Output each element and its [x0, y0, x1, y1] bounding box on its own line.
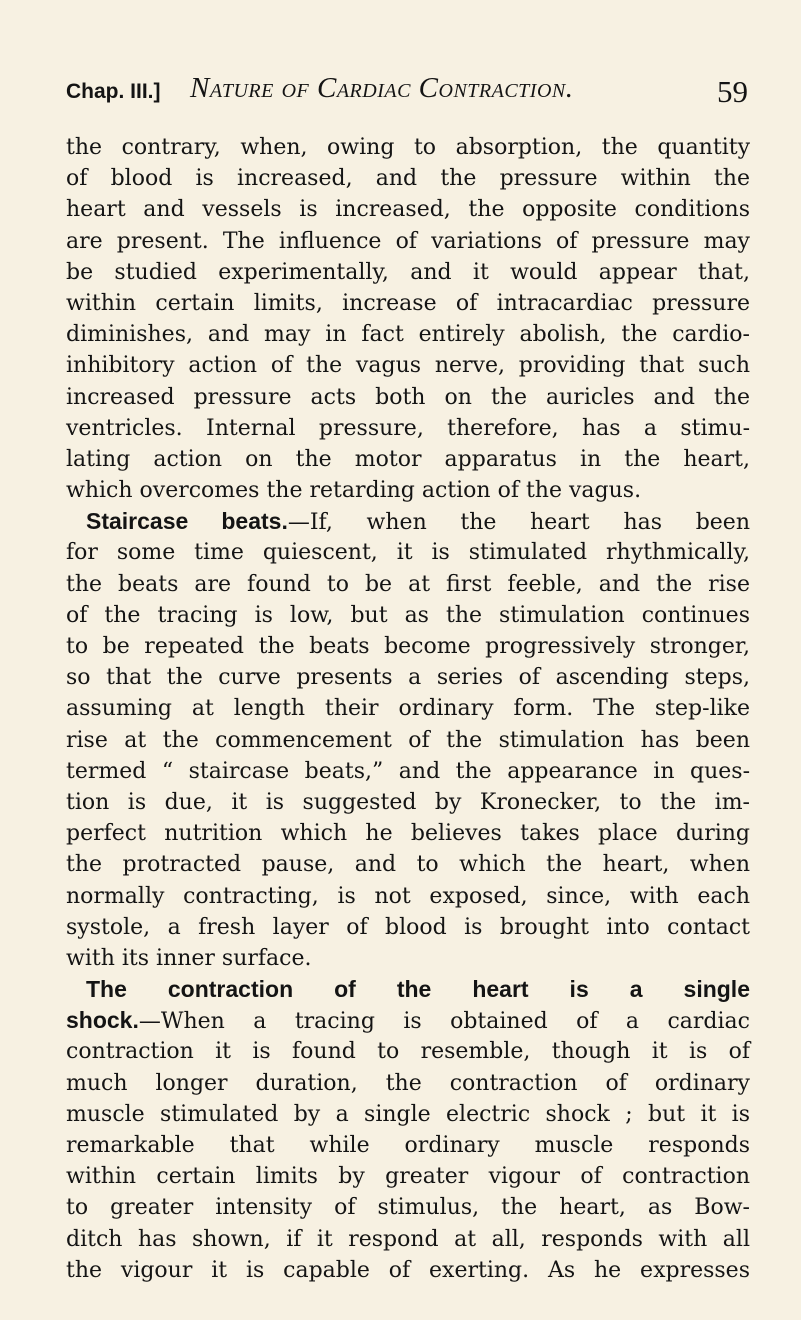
- text-line: tion is due, it is suggested by Kronecker, to the im-: [66, 789, 750, 815]
- text-line: the contrary, when, owing to absorption, the quantity: [66, 135, 750, 160]
- section-heading-continued: shock.: [66, 1007, 139, 1034]
- chapter-label: Chap. III.]: [66, 80, 161, 103]
- text-line: the vigour it is capable of exerting. As he expresses: [66, 1257, 750, 1283]
- text-line: so that the curve presents a series of ascending steps,: [66, 665, 750, 691]
- text-line: for some time quiescent, it is stimulated rhythmically,: [66, 540, 750, 566]
- text-line: assuming at length their ordinary form. The step-like: [66, 696, 750, 722]
- running-head: [66, 72, 748, 120]
- text-line: termed “ staircase beats,” and the appearance in ques-: [66, 758, 750, 784]
- text-line: of blood is increased, and the pressure within the: [66, 166, 750, 192]
- running-title: Nature of Cardiac Contraction.: [190, 72, 574, 104]
- text-line: be studied experimentally, and it would appear that,: [66, 259, 750, 285]
- text-line: increased pressure acts both on the auricles and the: [66, 384, 750, 410]
- text-line: systole, a fresh layer of blood is brought into contact: [66, 914, 750, 940]
- body-text: [66, 132, 750, 1286]
- text-line: the protracted pause, and to which the heart, when: [66, 852, 750, 878]
- text-line: inhibitory action of the vagus nerve, providing that such: [66, 353, 750, 379]
- text-line: rise at the commencement of the stimulation has been: [66, 727, 750, 753]
- section-heading-staircase: Staircase beats.: [86, 508, 288, 535]
- page-number: 59: [717, 74, 748, 109]
- text-line: of the tracing is low, but as the stimulation continues: [66, 602, 750, 628]
- text-line: remarkable that while ordinary muscle responds: [66, 1133, 750, 1158]
- text-line: normally contracting, is not exposed, since, with each: [66, 883, 750, 909]
- text-line: within certain limits by greater vigour of contraction: [66, 1164, 750, 1190]
- section-first-line: [66, 506, 750, 537]
- text-line: ditch has shown, if it respond at all, responds with all: [66, 1226, 750, 1252]
- section-heading-line: [66, 974, 750, 1005]
- text-line: which overcomes the retarding action of the vagus.: [66, 478, 642, 504]
- text-line: perfect nutrition which he believes takes place during: [66, 821, 750, 847]
- text-line: are present. The influence of variations of pressure may: [66, 228, 750, 254]
- text-line: ventricles. Internal pressure, therefore, has a stimu-: [66, 415, 750, 441]
- text-line: contraction it is found to resemble, though it is of: [66, 1039, 750, 1065]
- text-line: the beats are found to be at first feeble, and the rise: [66, 571, 750, 597]
- text-line: to greater intensity of stimulus, the heart, as Bow-: [66, 1195, 750, 1221]
- text-line: much longer duration, the contraction of ordinary: [66, 1070, 750, 1096]
- text-fragment: —When a tracing is obtained of a cardiac: [138, 1009, 750, 1035]
- text-line: with its inner surface.: [66, 945, 312, 971]
- text-line: heart and vessels is increased, the opposite conditions: [66, 197, 750, 223]
- text-line: muscle stimulated by a single electric shock ; but it is: [66, 1101, 750, 1127]
- text-line: lating action on the motor apparatus in the heart,: [66, 446, 750, 472]
- text-line: to be repeated the beats become progressively stronger,: [66, 634, 750, 659]
- text-fragment: —If, when the heart has been: [287, 510, 750, 536]
- section-first-line: [66, 1005, 750, 1036]
- text-line: diminishes, and may in fact entirely abolish, the cardio-: [66, 322, 750, 348]
- text-line: within certain limits, increase of intracardiac pressure: [66, 290, 750, 316]
- section-heading-single-shock: The contraction of the heart is a single: [86, 976, 750, 1003]
